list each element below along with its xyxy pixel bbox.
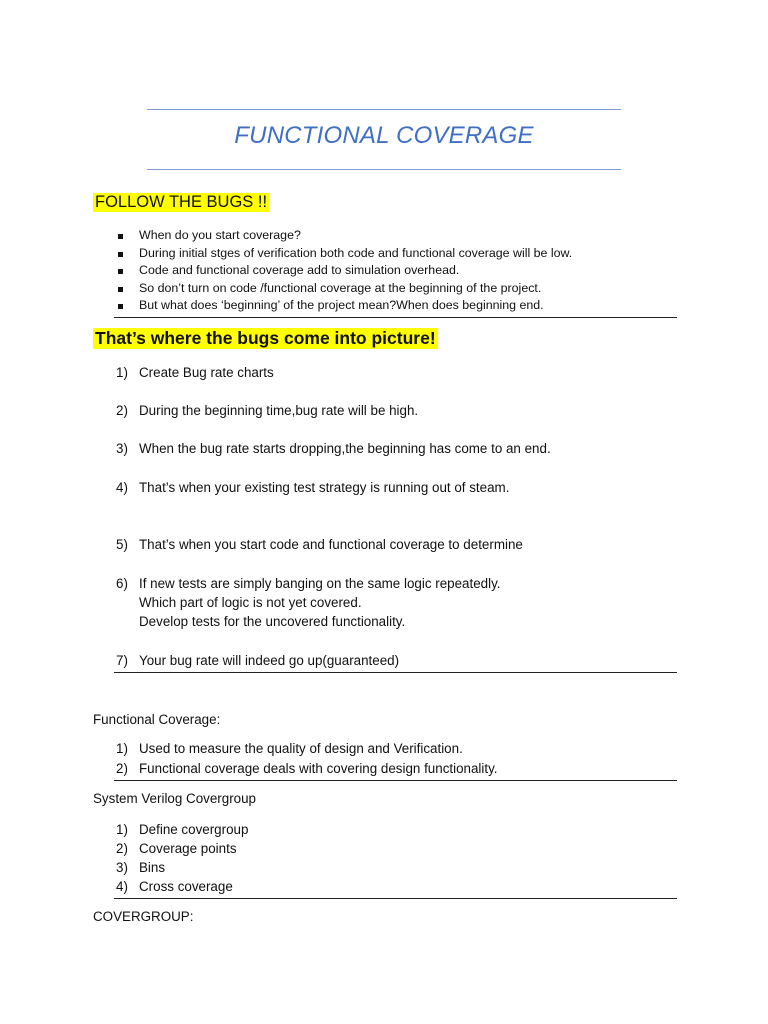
item-number: 3) [116, 441, 128, 456]
item-number: 2) [116, 841, 128, 856]
item-text: Functional coverage deals with covering design functionality. [139, 761, 498, 776]
numbered-item [116, 478, 509, 497]
numbered-item [116, 759, 498, 778]
numbered-item [116, 839, 237, 858]
item-number: 2) [116, 761, 128, 776]
numbered-item [116, 820, 248, 839]
item-text [139, 574, 501, 631]
section-divider [114, 898, 677, 899]
functional-coverage-heading: Functional Coverage: [93, 712, 221, 727]
numbered-item [116, 574, 501, 631]
item-text: Cross coverage [139, 879, 233, 894]
item-text: Bins [139, 860, 166, 875]
item-number: 1) [116, 365, 128, 380]
covergroup-label: COVERGROUP: [93, 909, 194, 924]
item-number: 7) [116, 653, 128, 668]
list-item: But what does ‘beginning’ of the project mean?When does beginning end. [118, 297, 572, 315]
item-number: 1) [116, 822, 128, 837]
title-top-rule [147, 109, 621, 110]
item-text: Create Bug rate charts [139, 365, 274, 380]
numbered-item [116, 651, 399, 670]
section-divider [114, 317, 677, 318]
item-text: When the bug rate starts dropping,the beginning has come to an end. [139, 441, 551, 456]
numbered-item [116, 858, 165, 877]
item-line: Develop tests for the uncovered functionality. [139, 614, 406, 629]
item-text: Coverage points [139, 841, 237, 856]
covergroup-heading: System Verilog Covergroup [93, 791, 256, 806]
bullet-list [118, 227, 572, 315]
item-text: That’s when you start code and functional coverage to determine [139, 537, 523, 552]
numbered-item [116, 739, 463, 758]
item-number: 3) [116, 860, 128, 875]
section-heading-follow-the-bugs [93, 193, 269, 212]
item-text: Define covergroup [139, 822, 249, 837]
title-bottom-rule [147, 169, 621, 170]
list-item: Code and functional coverage add to simulation overhead. [118, 262, 572, 280]
item-text: During the beginning time,bug rate will be high. [139, 403, 419, 418]
section-divider [114, 672, 677, 673]
numbered-item [116, 401, 418, 420]
item-number: 5) [116, 537, 128, 552]
item-number: 1) [116, 741, 128, 756]
list-item: So don’t turn on code /functional coverage at the beginning of the project. [118, 280, 572, 298]
highlighted-heading-text: FOLLOW THE BUGS !! [95, 193, 268, 211]
item-number: 6) [116, 576, 128, 591]
document-title: FUNCTIONAL COVERAGE [234, 122, 534, 149]
item-text: That’s when your existing test strategy is running out of steam. [139, 480, 510, 495]
item-text: Used to measure the quality of design and Verification. [139, 741, 463, 756]
item-line: If new tests are simply banging on the same logic repeatedly. [139, 576, 501, 591]
item-text: Your bug rate will indeed go up(guaranteed) [139, 653, 400, 668]
numbered-item [116, 363, 274, 382]
item-number: 4) [116, 480, 128, 495]
list-item: During initial stges of verification both code and functional coverage will be low. [118, 245, 572, 263]
item-number: 2) [116, 403, 128, 418]
section-divider [114, 780, 677, 781]
numbered-item [116, 877, 233, 896]
numbered-item [116, 535, 523, 554]
section-heading-bugs-picture [93, 328, 438, 349]
item-number: 4) [116, 879, 128, 894]
highlighted-heading-text: That’s where the bugs come into picture! [95, 328, 436, 348]
item-line: Which part of logic is not yet covered. [139, 595, 362, 610]
list-item: When do you start coverage? [118, 227, 572, 245]
numbered-item [116, 439, 551, 458]
